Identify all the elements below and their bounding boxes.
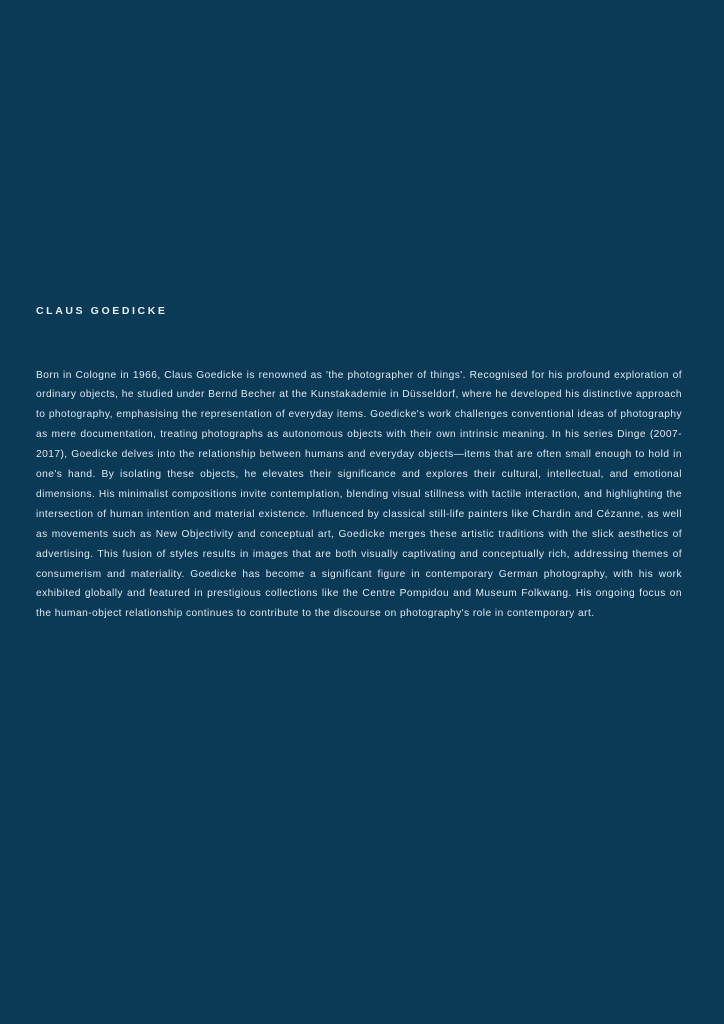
text-block <box>36 305 682 624</box>
biography-paragraph: Born in Cologne in 1966, Claus Goedicke is renowned as 'the photographer of things'. Recognised for his profound exploration of ordinary objects, he studied under Bernd Becher at the Kunstakademie in Düsseldorf, where he developed his distinctive approach to photography, emphasising the representation of everyday items. Goedicke's work challenges conventional ideas of photography as mere documentation, treating photographs as autonomous objects with their own intrinsic meaning. In his series Dinge (2007-2017), Goedicke delves into the relationship between humans and everyday objects—items that are often small enough to hold in one's hand. By isolating these objects, he elevates their significance and explores their cultural, intellectual, and emotional dimensions. His minimalist compositions invite contemplation, blending visual stillness with tactile interaction, and highlighting the intersection of human intention and material existence. Influenced by classical still-life painters like Chardin and Cézanne, as well as movements such as New Objectivity and conceptual art, Goedicke merges these artistic traditions with the slick aesthetics of advertising. This fusion of styles results in images that are both visually captivating and conceptually rich, addressing themes of consumerism and materiality. Goedicke has become a significant figure in contemporary German photography, with his work exhibited globally and featured in prestigious collections like the Centre Pompidou and Museum Folkwang. His ongoing focus on the human-object relationship continues to contribute to the discourse on photography's role in contemporary art. <box>36 369 682 620</box>
page-title: CLAUS GOEDICKE <box>36 305 168 317</box>
